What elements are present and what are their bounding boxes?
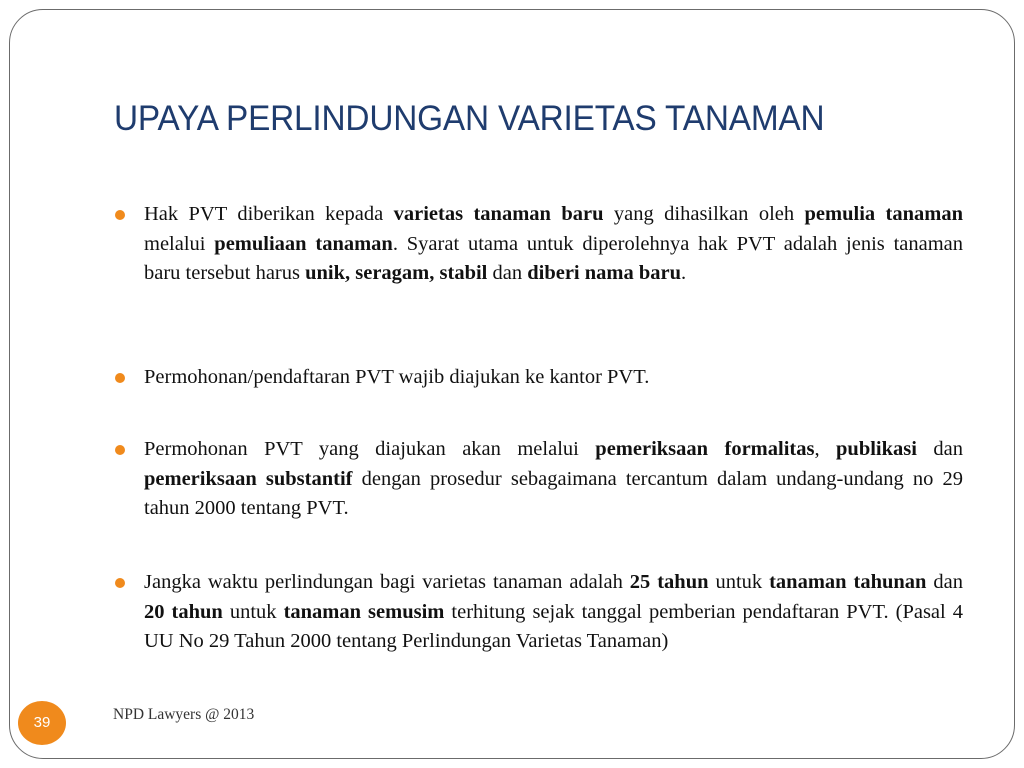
bullet-text: yang dihasilkan oleh	[603, 203, 805, 225]
bullet-bold-text: pemeriksaan formalitas	[595, 438, 815, 460]
bullet-dot-icon	[115, 445, 125, 455]
bullet-bold-text: 20 tahun	[144, 600, 223, 623]
bullet-text: Permohonan/pendaftaran PVT wajib diajukan ke kantor PVT.	[144, 366, 650, 388]
bullet-text: untuk	[708, 571, 770, 593]
bullet-text: Jangka waktu perlindungan bagi varietas tanaman adalah	[144, 571, 630, 593]
bullet-text: melalui	[144, 232, 215, 255]
bullet-item	[144, 363, 963, 393]
bullet-text: dan	[916, 438, 963, 460]
bullet-text: dan	[926, 571, 963, 593]
footer-credit: NPD Lawyers @ 2013	[113, 706, 255, 723]
bullet-bold-text: pemuliaan tanaman	[214, 232, 393, 255]
bullet-bold-text: diberi nama baru	[527, 262, 681, 284]
bullet-item	[144, 435, 963, 524]
bullet-bold-text: tanaman semusim	[283, 600, 445, 623]
bullet-bold-text: tanaman tahunan	[769, 571, 927, 593]
bullet-item	[144, 568, 963, 657]
bullet-dot-icon	[115, 578, 125, 588]
bullet-bold-text: 25 tahun	[629, 571, 709, 593]
bullet-item	[144, 200, 963, 289]
bullet-text: . Syarat utama untuk diperolehnya hak PVT adalah jenis tanaman baru tersebut harus	[144, 232, 964, 284]
bullet-text: Hak PVT diberikan kepada	[144, 203, 394, 225]
bullet-dot-icon	[115, 210, 125, 220]
bullet-text: terhitung sejak tanggal pemberian pendaftaran PVT. (Pasal 4 UU No 29 Tahun 2000 tentang Perlindungan Varietas Tanaman)	[144, 600, 964, 652]
bullet-text: dengan prosedur sebagaimana tercantum dalam undang-undang no 29 tahun 2000 tentang PVT.	[144, 467, 963, 519]
bullet-bold-text: unik, seragam, stabil	[305, 262, 488, 284]
bullet-text: Permohonan PVT yang diajukan akan melalui	[144, 438, 596, 460]
bullet-dot-icon	[115, 373, 125, 383]
slide-title: UPAYA PERLINDUNGAN VARIETAS TANAMAN	[114, 98, 825, 138]
bullet-text: dan	[487, 262, 528, 284]
bullet-text: ,	[814, 438, 837, 460]
bullet-bold-text: pemeriksaan substantif	[144, 467, 353, 490]
bullet-text: .	[681, 262, 687, 284]
page-number-badge: 39	[18, 701, 66, 745]
bullet-text: untuk	[222, 600, 284, 623]
bullet-bold-text: publikasi	[836, 438, 917, 460]
bullet-bold-text: pemulia tanaman	[804, 203, 963, 225]
bullet-bold-text: varietas tanaman baru	[393, 203, 604, 225]
